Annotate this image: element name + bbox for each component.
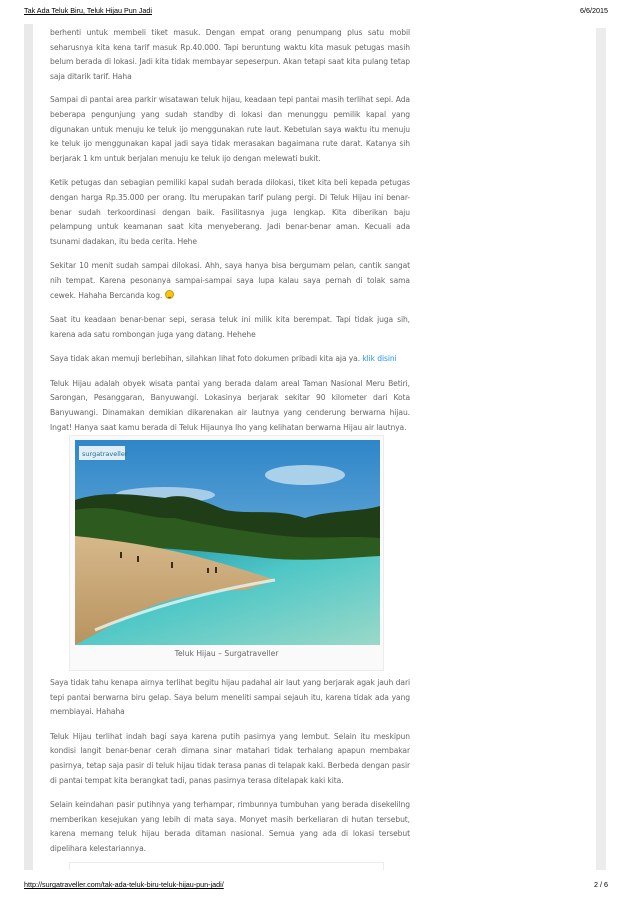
figure-caption: Teluk Hijau – Surgatraveller <box>174 649 279 658</box>
paragraph-photos-text: Saya tidak akan memuji berlebihan, silahkan lihat foto dokumen pribadi kita aja ya. <box>50 354 361 364</box>
paragraph-ticket: berhenti untuk membeli tiket masuk. Dengan empat orang penumpang plus satu mobil seharusnya kita kena tarif masuk Rp.40.000. Tapi beruntung waktu kita masuk petugas masih belum berada di lokasi. Jadi kita tidak membayar sepeserpun. Akan tetapi saat kita pulang tetap saja ditarik tarif. Haha <box>50 28 410 81</box>
page-url-link[interactable]: http://surgatraveller.com/tak-ada-teluk-biru-teluk-hijau-pun-jadi/ <box>24 880 224 889</box>
paragraph-location: Teluk Hijau adalah obyek wisata pantai yang berada dalam areal Taman Nasional Meru Betiri, Sarongan, Pesanggaran, Banyuwangi. Lokasinya berjarak sekitar 90 kilometer dari Kota Banyuwangi. Dinamakan demikian dikarenakan air lautnya yang cenderung berwarna hijau. Ingat! Hanya saat kamu berada di Teluk Hijaunya lho yang kelihatan berwarna Hijau air lautnya. <box>50 378 410 432</box>
paragraph-boat: Ketik petugas dan sebagian pemiliki kapal sudah berada dilokasi, tiket kita beli kepada petugas dengan harga Rp.35.000 per orang. Itu merupakan tarif pulang pergi. Di Teluk Hijau ini benar-benar sudah terkoordinasi dengan baik. Fasilitasnya juga lengkap. Kita diberikan baju pelampung untuk keamanan saat kita menyeberang. Jadi benar-benar aman. Kecuali ada tsunami dadakan, itu beda cerita. Hehe <box>50 178 410 246</box>
right-scroll-bar <box>596 28 606 870</box>
photo-figure <box>69 435 384 671</box>
paragraph-white-sand: Teluk Hijau terlihat indah bagi saya karena putih pasirnya yang lembut. Selain itu meskipun kondisi langit benar-benar cerah dimana sinar matahari tidak terhalang apapun membakar pasirnya, tetap saja pasir di teluk hijau tidak terasa panas di telapak kaki. Berbeda dengan pasir di pantai tempat kita berangkat tadi, panas pasirnya terasa ditelapak kaki kita. <box>50 731 410 785</box>
paragraph-green-water: Saya tidak tahu kenapa airnya terlihat begitu hijau padahal air laut yang berjarak agak jauh dari tepi pantai berwarna biru gelap. Saya belum meneliti sampai sejauh itu, karena tidak ada yang membiayai. Hahaha <box>50 678 410 717</box>
print-footer <box>24 880 608 892</box>
beach-photo <box>75 440 380 645</box>
print-header <box>24 6 608 18</box>
paragraph-parking: Sampai di pantai area parkir wisatawan teluk hijau, keadaan tepi pantai masih terlihat sepi. Ada beberapa pengunjung yang sudah standby di lokasi dan menunggu pemilik kapal yang digunakan untuk menuju ke teluk ijo menggunakan rute laut. Kebetulan saya waktu itu menuju ke teluk ijo menggunakan kapal jadi saya tidak merasakan bagaimana rute darat. Katanya sih berjarak 1 km untuk berjalan menuju ke teluk ijo dengan melewati bukit. <box>50 95 410 163</box>
page-number: 2 / 6 <box>594 880 608 889</box>
paragraph-arrival <box>50 259 410 303</box>
paragraph-quiet: Saat itu keadaan benar-benar sepi, serasa teluk ini milik kita berempat. Tapi tidak juga sih, karena ada satu rombongan juga yang datang. Hehehe <box>50 315 410 339</box>
watermark-text: surgatraveller <box>82 450 128 458</box>
paragraph-photos <box>50 352 410 367</box>
paragraph-arrival-text: Sekitar 10 menit sudah sampai dilokasi. Ahh, saya hanya bisa bergumam pelan, cantik sangat nih tempat. Karena pesonanya sampai-sampai saya lupa kalau saya pernah di tolak sama cewek. Hahaha Bercanda kog. <box>50 261 410 300</box>
paragraph-forest: Selain keindahan pasir putihnya yang terhampar, rimbunnya tumbuhan yang berada disekelilng memberikan kesejukan yang lebih di mata saya. Monyet masih berkeliaran di hutan tersebut, karena memang teluk hijau berada ditaman nasional. Semua yang ada di lokasi tersebut dipelihara kelestariannya. <box>50 800 410 853</box>
beach-photo-image <box>75 440 380 645</box>
photos-link[interactable]: klik disini <box>362 354 397 364</box>
print-date: 6/6/2015 <box>580 6 608 15</box>
article-body-continued <box>50 676 410 867</box>
smiley-face-icon <box>165 290 174 299</box>
page-title-link[interactable]: Tak Ada Teluk Biru, Teluk Hijau Pun Jadi <box>24 6 152 15</box>
next-figure-frame <box>69 862 384 870</box>
article-body <box>50 26 410 445</box>
left-margin-bar <box>24 24 33 870</box>
